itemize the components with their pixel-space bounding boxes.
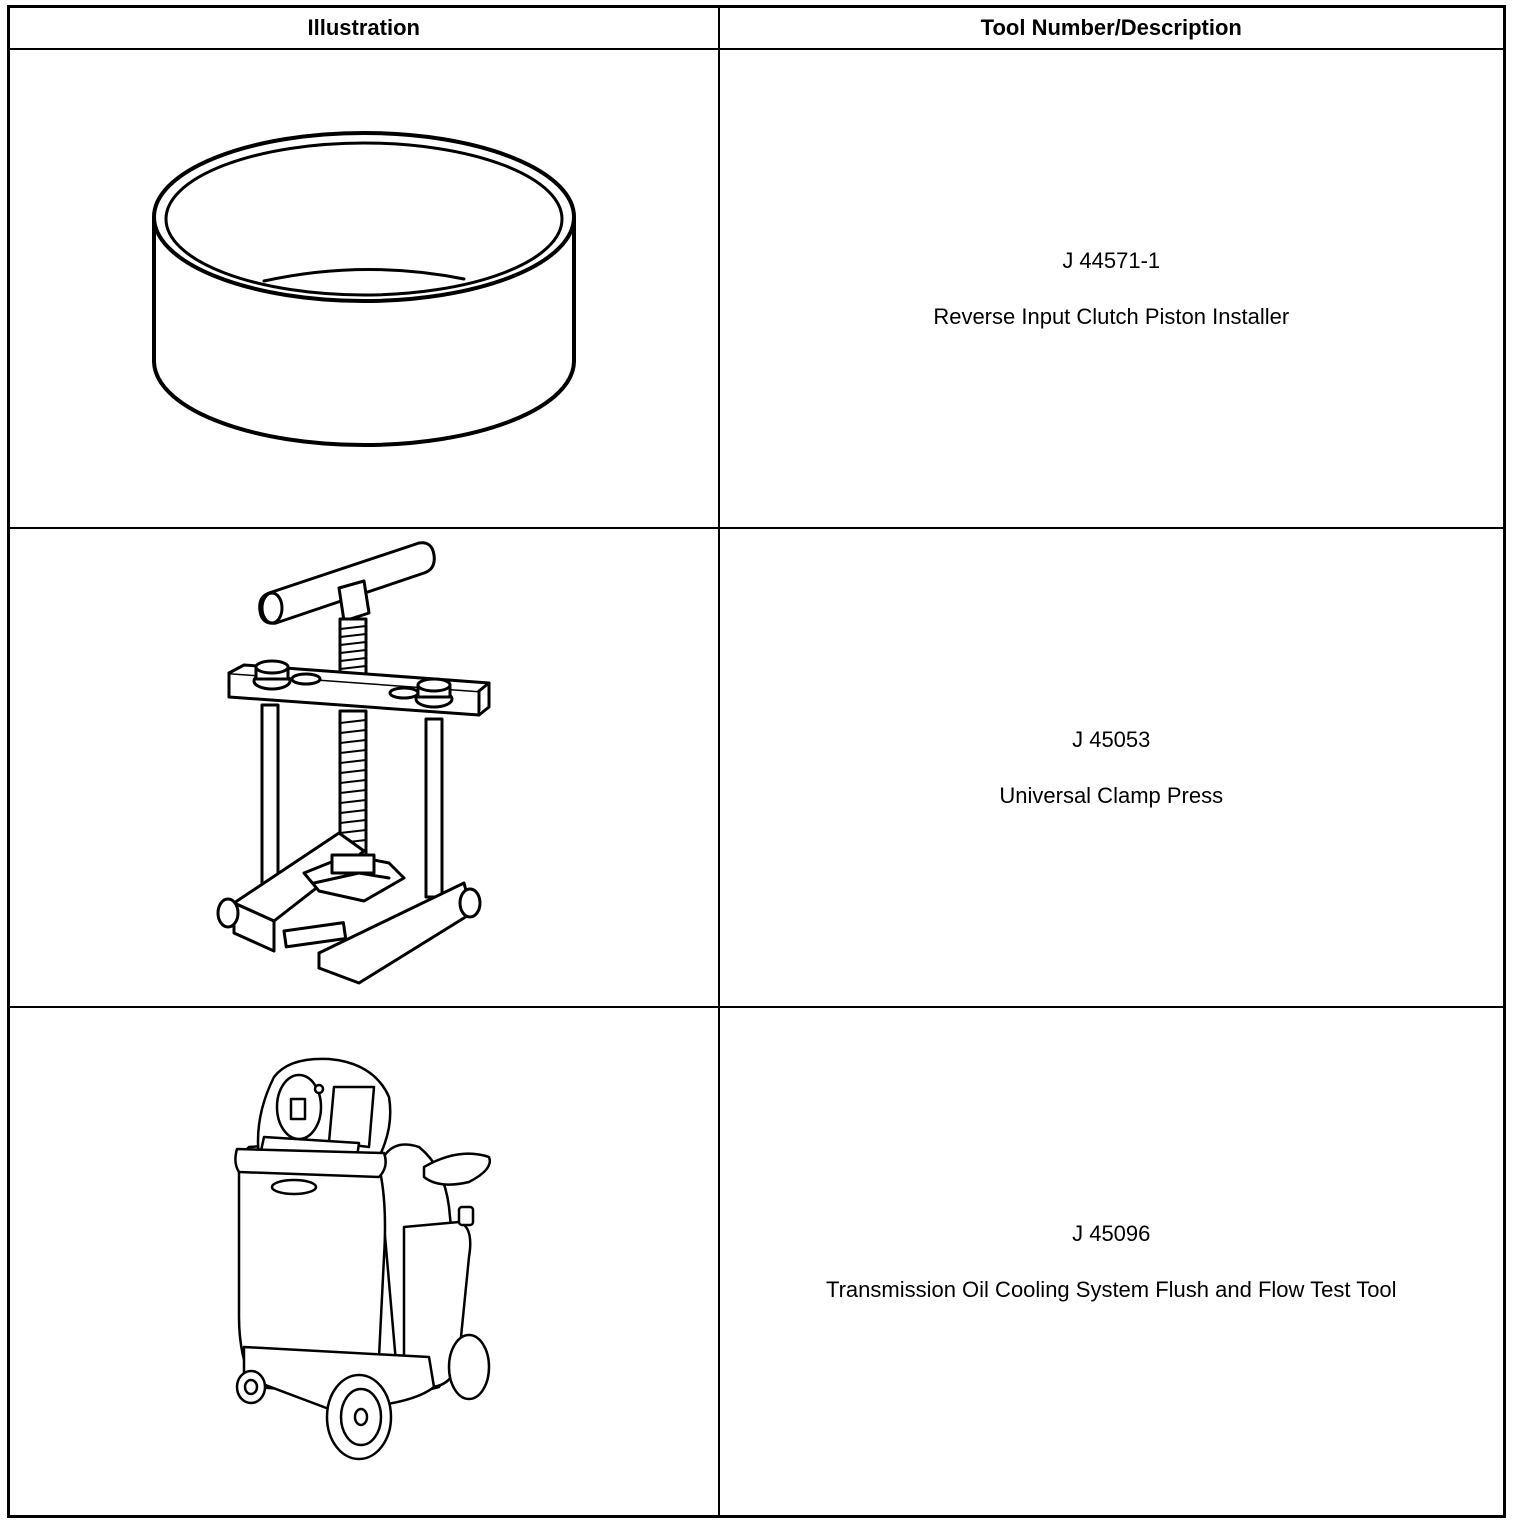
clamp-press-icon — [214, 533, 514, 1003]
table-row — [9, 1007, 1505, 1516]
tool-number: J 45096 — [1072, 1220, 1151, 1246]
illustration-cell — [9, 1007, 719, 1516]
header-row — [9, 7, 1505, 50]
tool-number: J 45053 — [1072, 726, 1151, 752]
special-tools-table — [7, 5, 1506, 1518]
header-tool-description: Tool Number/Description — [719, 7, 1505, 50]
table-row — [9, 49, 1505, 528]
table-row — [9, 528, 1505, 1007]
flush-flow-test-cart-icon — [229, 1057, 499, 1467]
illustration-cell — [9, 49, 719, 528]
piston-installer-ring-icon — [134, 109, 594, 469]
tool-description-cell — [719, 1007, 1505, 1516]
tool-description-cell — [719, 528, 1505, 1007]
tool-name: Reverse Input Clutch Piston Installer — [933, 303, 1290, 329]
tool-name: Universal Clamp Press — [999, 782, 1224, 808]
illustration-cell — [9, 528, 719, 1007]
header-illustration: Illustration — [9, 7, 719, 50]
tool-name: Transmission Oil Cooling System Flush and Flow Test Tool — [825, 1276, 1397, 1302]
tool-description-cell — [719, 49, 1505, 528]
tool-number: J 44571-1 — [1062, 247, 1161, 273]
